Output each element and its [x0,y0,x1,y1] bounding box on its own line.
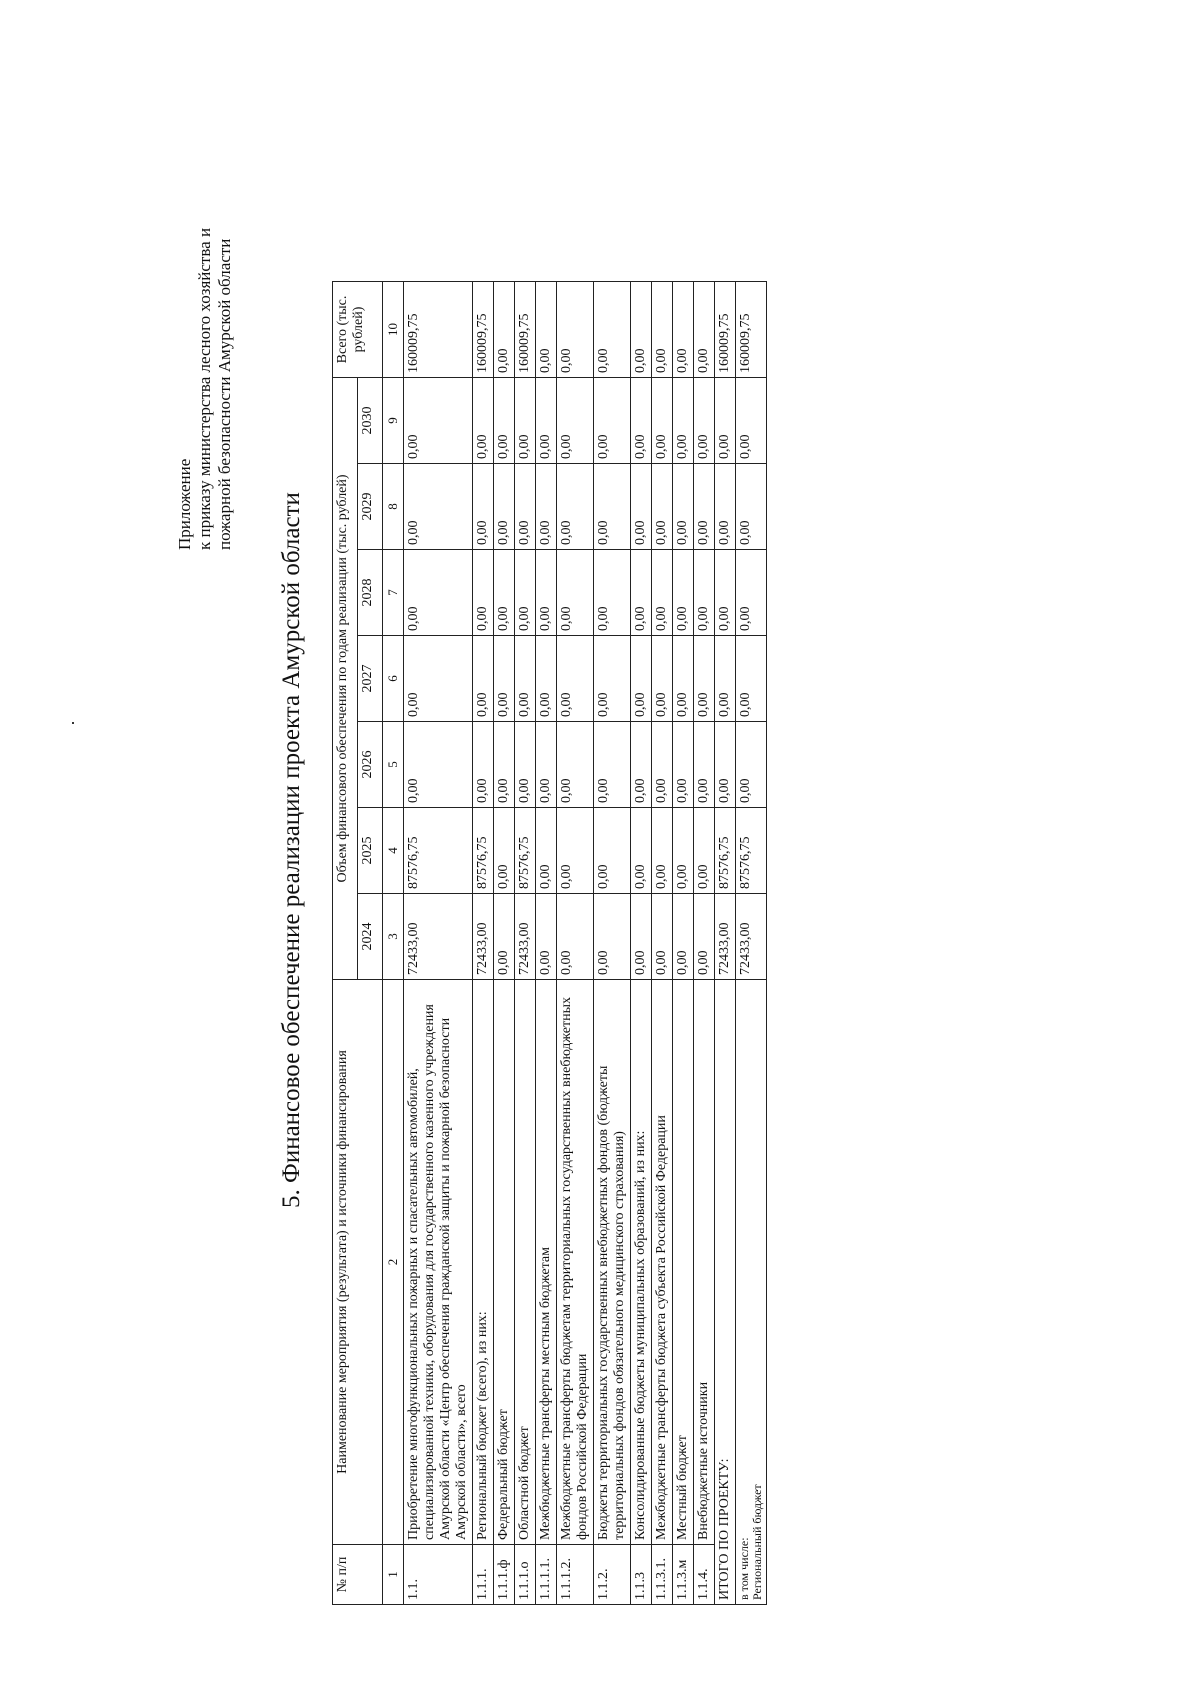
value-cell: 0,00 [536,636,557,722]
value-cell: 0,00 [594,550,631,636]
value-cell: 0,00 [673,282,694,378]
column-number: 4 [383,808,404,894]
incl-label [736,980,767,1605]
row-name: Межбюджетные трансферты бюджета субъекта Российской Федерации [652,980,673,1545]
header-year: 2024 [358,894,383,980]
value-cell: 0,00 [631,378,652,464]
table-row [652,282,673,1605]
value-cell: 0,00 [515,464,536,550]
header-year: 2026 [358,722,383,808]
table-row [631,282,652,1605]
value-cell: 160009,75 [515,282,536,378]
value-cell: 0,00 [557,550,594,636]
header-years-group: Объем финансового обеспечения по годам реализации (тыс. рублей) [333,378,358,980]
value-cell: 0,00 [557,894,594,980]
value-cell: 0,00 [557,808,594,894]
value-cell: 0,00 [652,464,673,550]
incl-cell: 87576,75 [736,808,767,894]
value-cell: 0,00 [631,282,652,378]
value-cell: 72433,00 [515,894,536,980]
row-name: Консолидированные бюджеты муниципальных образований, из них: [631,980,652,1545]
appendix-line: пожарной безопасности Амурской области [215,238,234,550]
total-cell: 0,00 [715,378,736,464]
row-name: Федеральный бюджет [494,980,515,1545]
value-cell: 0,00 [594,378,631,464]
total-cell: 0,00 [715,464,736,550]
row-number: 1.1.3 [631,1545,652,1605]
value-cell: 0,00 [694,550,715,636]
value-cell: 160009,75 [404,282,473,378]
table-row [494,282,515,1605]
row-number: 1.1.1.ф [494,1545,515,1605]
value-cell: 0,00 [631,636,652,722]
row-name: Местный бюджет [673,980,694,1545]
table-row [404,282,473,1605]
row-number: 1.1. [404,1545,473,1605]
row-name: Межбюджетные трансферты бюджетам территориальных государственных внебюджетных фондов Российской Федерации [557,980,594,1545]
row-name: Областной бюджет [515,980,536,1545]
incl-label-b: Региональный бюджет [750,1484,764,1600]
incl-cell: 160009,75 [736,282,767,378]
value-cell: 0,00 [494,282,515,378]
header-year: 2028 [358,550,383,636]
value-cell: 160009,75 [473,282,494,378]
row-name: Внебюджетные источники [694,980,715,1545]
incl-cell: 0,00 [736,722,767,808]
incl-row [736,282,767,1605]
total-row [715,282,736,1605]
value-cell: 0,00 [515,378,536,464]
header-name: Наименование мероприятия (результата) и источники финансирования [333,980,383,1545]
value-cell: 87576,75 [473,808,494,894]
table-row [515,282,536,1605]
incl-cell: 0,00 [736,636,767,722]
column-number: 2 [383,980,404,1545]
value-cell: 0,00 [652,550,673,636]
value-cell: 0,00 [694,722,715,808]
column-number: 10 [383,282,404,378]
total-label: ИТОГО ПО ПРОЕКТУ: [715,980,736,1605]
table-row [694,282,715,1605]
incl-cell: 0,00 [736,378,767,464]
value-cell: 0,00 [473,378,494,464]
row-number: 1.1.3.м [673,1545,694,1605]
value-cell: 0,00 [515,636,536,722]
value-cell: 87576,75 [515,808,536,894]
column-number: 6 [383,636,404,722]
appendix-header [175,130,235,550]
value-cell: 0,00 [404,550,473,636]
value-cell: 0,00 [694,378,715,464]
value-cell: 0,00 [536,282,557,378]
finance-table [332,281,767,1605]
value-cell: 0,00 [494,894,515,980]
value-cell: 0,00 [557,378,594,464]
value-cell: 0,00 [404,464,473,550]
value-cell: 0,00 [594,282,631,378]
value-cell: 0,00 [594,808,631,894]
column-number: 8 [383,464,404,550]
value-cell: 0,00 [694,282,715,378]
value-cell: 0,00 [494,722,515,808]
value-cell: 0,00 [473,464,494,550]
page-title: 5. Финансовое обеспечение реализации проекта Амурской области [278,492,305,1208]
value-cell: 0,00 [557,722,594,808]
row-number: 1.1.1.2. [557,1545,594,1605]
total-cell: 0,00 [715,636,736,722]
value-cell: 0,00 [631,550,652,636]
value-cell: 0,00 [536,894,557,980]
total-cell: 87576,75 [715,808,736,894]
value-cell: 0,00 [536,378,557,464]
column-number: 1 [383,1545,404,1605]
value-cell: 0,00 [631,722,652,808]
total-cell: 0,00 [715,722,736,808]
header-no: № п/п [333,1545,383,1605]
value-cell: 0,00 [494,636,515,722]
value-cell: 0,00 [404,722,473,808]
header-total: Всего (тыс. рублей) [333,282,383,378]
header-year: 2030 [358,378,383,464]
row-name: Региональный бюджет (всего), из них: [473,980,494,1545]
value-cell: 0,00 [494,808,515,894]
value-cell: 0,00 [694,636,715,722]
row-number: 1.1.1. [473,1545,494,1605]
incl-cell: 0,00 [736,550,767,636]
value-cell: 0,00 [557,282,594,378]
value-cell: 72433,00 [404,894,473,980]
row-name: Приобретение многофункциональных пожарных и спасательных автомобилей, специализированной техники, оборудования для государственного казенного учреждения Амурской области «Центр обеспечения гражданской защиты и пожарной безопасности Амурской области», всего [404,980,473,1545]
value-cell: 0,00 [515,722,536,808]
value-cell: 0,00 [404,636,473,722]
value-cell: 0,00 [631,894,652,980]
value-cell: 0,00 [652,722,673,808]
value-cell: 0,00 [673,464,694,550]
header-year: 2029 [358,464,383,550]
table-body [404,282,715,1605]
value-cell: 0,00 [473,636,494,722]
total-cell: 0,00 [715,550,736,636]
row-number: 1.1.1.1. [536,1545,557,1605]
incl-cell: 0,00 [736,464,767,550]
value-cell: 0,00 [404,378,473,464]
row-number: 1.1.2. [594,1545,631,1605]
row-number: 1.1.4. [694,1545,715,1605]
value-cell: 0,00 [652,282,673,378]
value-cell: 0,00 [515,550,536,636]
value-cell: 0,00 [473,722,494,808]
appendix-line: Приложение [175,458,194,550]
value-cell: 0,00 [652,894,673,980]
value-cell: 0,00 [536,722,557,808]
value-cell: 72433,00 [473,894,494,980]
value-cell: 0,00 [694,464,715,550]
value-cell: 0,00 [473,550,494,636]
value-cell: 0,00 [673,636,694,722]
value-cell: 0,00 [536,808,557,894]
value-cell: 0,00 [594,464,631,550]
value-cell: 0,00 [494,550,515,636]
value-cell: 0,00 [631,464,652,550]
value-cell: 0,00 [494,378,515,464]
column-number: 7 [383,550,404,636]
total-cell: 72433,00 [715,894,736,980]
value-cell: 0,00 [536,464,557,550]
value-cell: 0,00 [673,894,694,980]
value-cell: 0,00 [673,550,694,636]
column-number: 5 [383,722,404,808]
column-number: 9 [383,378,404,464]
table-row [673,282,694,1605]
value-cell: 0,00 [594,636,631,722]
table-row [594,282,631,1605]
value-cell: 0,00 [694,808,715,894]
header-year: 2025 [358,808,383,894]
value-cell: 87576,75 [404,808,473,894]
value-cell: 0,00 [652,808,673,894]
row-name: Бюджеты территориальных государственных внебюджетных фондов (бюджеты территориальных фондов обязательного медицинского страхования) [594,980,631,1545]
value-cell: 0,00 [673,722,694,808]
incl-label-a: в том числе: [737,1537,751,1600]
value-cell: 0,00 [673,808,694,894]
table-row [536,282,557,1605]
value-cell: 0,00 [631,808,652,894]
row-number: 1.1.3.1. [652,1545,673,1605]
value-cell: 0,00 [594,722,631,808]
value-cell: 0,00 [652,378,673,464]
appendix-line: к приказу министерства лесного хозяйства и [195,227,214,550]
value-cell: 0,00 [594,894,631,980]
value-cell: 0,00 [536,550,557,636]
value-cell: 0,00 [494,464,515,550]
value-cell: 0,00 [673,378,694,464]
incl-cell: 72433,00 [736,894,767,980]
table-row [557,282,594,1605]
column-number: 3 [383,894,404,980]
header-year: 2027 [358,636,383,722]
total-cell: 160009,75 [715,282,736,378]
value-cell: 0,00 [694,894,715,980]
row-number: 1.1.1.о [515,1545,536,1605]
value-cell: 0,00 [557,636,594,722]
row-name: Межбюджетные трансферты местным бюджетам [536,980,557,1545]
value-cell: 0,00 [652,636,673,722]
value-cell: 0,00 [557,464,594,550]
table-row [473,282,494,1605]
